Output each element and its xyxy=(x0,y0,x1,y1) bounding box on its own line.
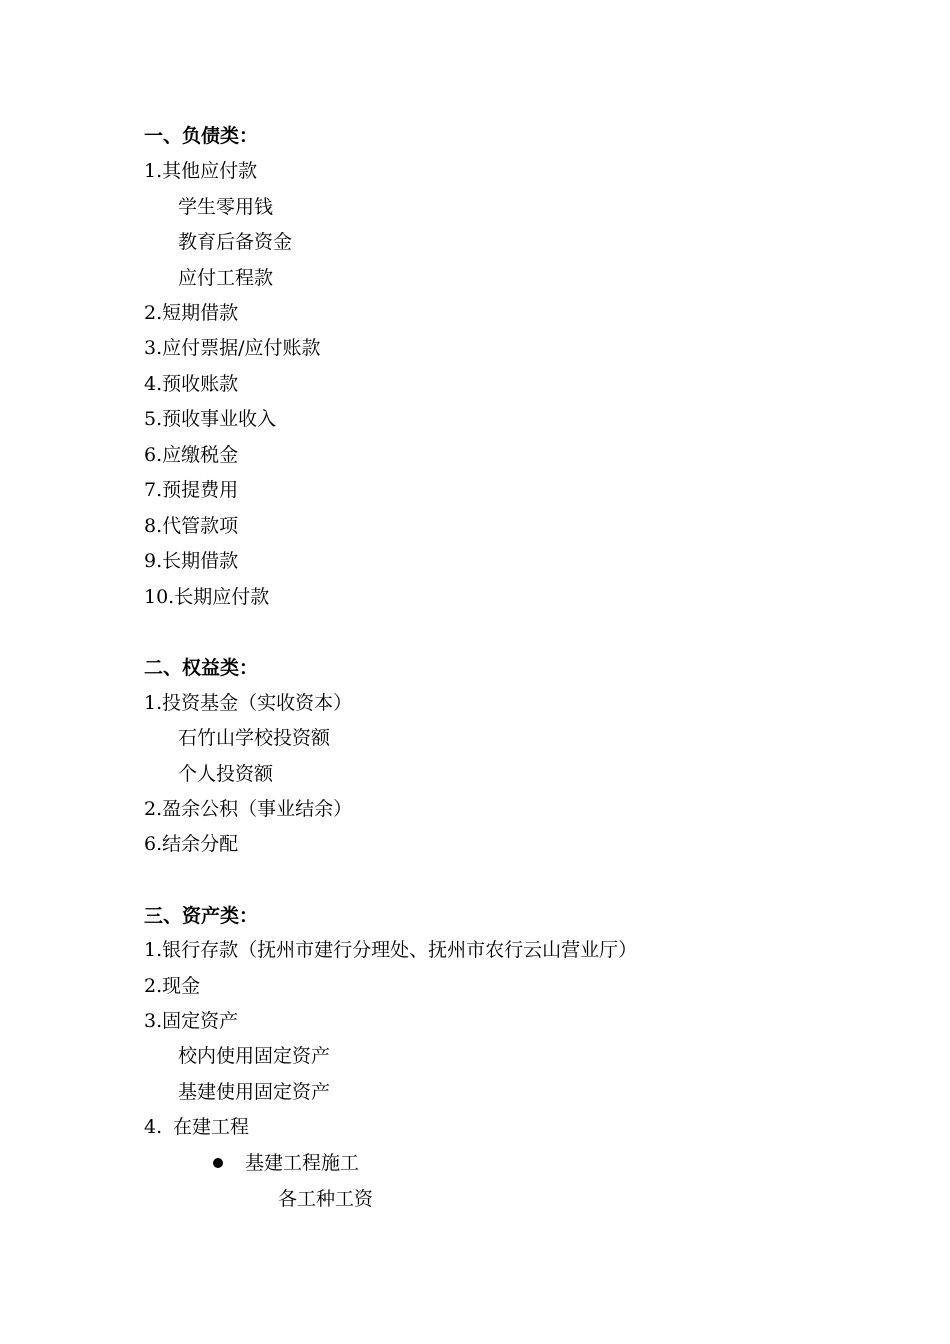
list-item: 6.应缴税金 xyxy=(144,444,239,466)
section-heading-liabilities: 一、负债类： xyxy=(144,125,259,147)
list-item: 9.长期借款 xyxy=(144,550,239,572)
list-item: 3.应付票据/应付账款 xyxy=(144,337,321,359)
list-item: 1.银行存款（抚州市建行分理处、抚州市农行云山营业厅） xyxy=(144,939,638,961)
sub-list-item: 个人投资额 xyxy=(178,763,274,785)
bullet-icon xyxy=(213,1158,223,1168)
list-item: 7.预提费用 xyxy=(144,479,239,501)
list-item: 1.其他应付款 xyxy=(144,160,258,182)
list-item: 10.长期应付款 xyxy=(144,586,270,608)
list-item: 2.现金 xyxy=(144,975,201,997)
list-item: 3.固定资产 xyxy=(144,1010,239,1032)
list-item: 8.代管款项 xyxy=(144,515,239,537)
sub-list-item: 应付工程款 xyxy=(178,267,274,289)
section-heading-equity: 二、权益类： xyxy=(144,657,259,679)
sub-list-item: 校内使用固定资产 xyxy=(178,1045,331,1067)
list-item: 6.结余分配 xyxy=(144,833,239,855)
list-item: 在建工程 xyxy=(173,1116,250,1138)
sub-sub-list-item: 各工种工资 xyxy=(278,1188,374,1210)
sub-list-item: 教育后备资金 xyxy=(178,231,293,253)
sub-list-item: 基建使用固定资产 xyxy=(178,1081,331,1103)
list-item: 2.短期借款 xyxy=(144,302,239,324)
list-item: 5.预收事业收入 xyxy=(144,408,277,430)
sub-list-item: 石竹山学校投资额 xyxy=(178,727,331,749)
list-item: 1.投资基金（实收资本） xyxy=(144,692,353,714)
sub-list-item: 学生零用钱 xyxy=(178,196,274,218)
list-item-number: 4. xyxy=(144,1116,163,1138)
sub-list-item: 基建工程施工 xyxy=(245,1152,360,1174)
list-item: 2.盈余公积（事业结余） xyxy=(144,798,353,820)
list-item: 4.预收账款 xyxy=(144,373,239,395)
section-heading-assets: 三、资产类： xyxy=(144,905,259,927)
